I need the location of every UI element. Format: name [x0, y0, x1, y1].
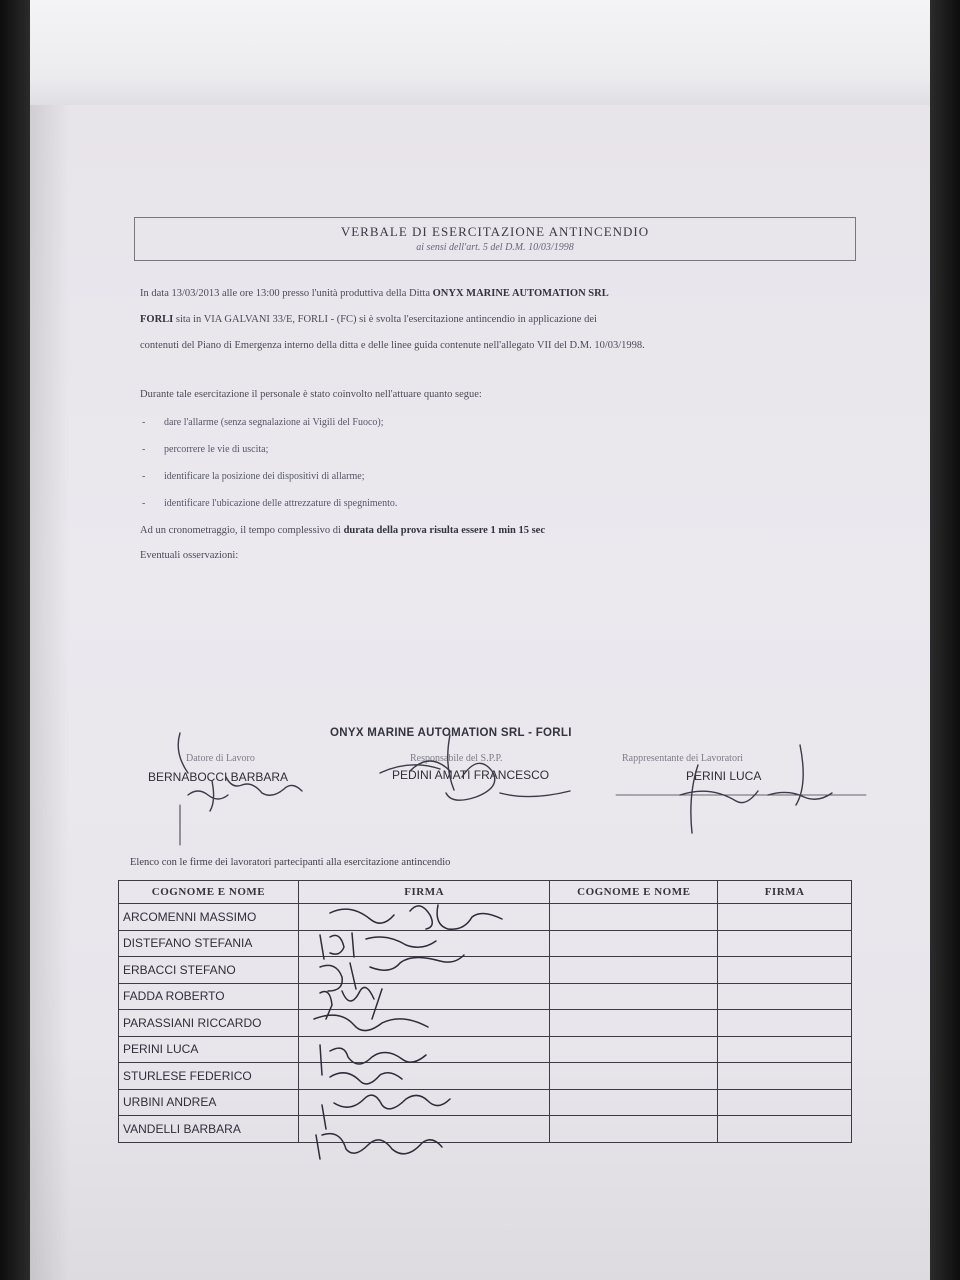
table-row: [119, 1116, 852, 1143]
intro-line-2: sita in VIA GALVANI 33/E, FORLI - (FC) si è svolta l'esercitazione antincendio in applicazione dei: [175, 314, 597, 325]
table-row: [119, 1089, 852, 1116]
column-header: COGNOME E NOME: [550, 881, 718, 904]
participant-name: URBINI ANDREA: [119, 1089, 299, 1116]
device-frame-left: [0, 0, 30, 1280]
column-header: FIRMA: [298, 881, 550, 904]
signature-cell: [298, 957, 550, 984]
participant-name: DISTEFANO STEFANIA: [119, 930, 299, 957]
document-page: [30, 105, 930, 1280]
table-row: [119, 957, 852, 984]
bullet-item: - dare l'allarme (senza segnalazione ai Vigili del Fuoco);: [142, 417, 384, 428]
signature-cell: [298, 1036, 550, 1063]
participant-name: ARCOMENNI MASSIMO: [119, 904, 299, 931]
intro-city: FORLI: [140, 314, 174, 325]
signatory-role: Datore di Lavoro: [186, 753, 255, 764]
signature-cell: [298, 1089, 550, 1116]
participants-caption: Elenco con le firme dei lavoratori partecipanti alla esercitazione antincendio: [130, 857, 451, 868]
signature-cell: [298, 1116, 550, 1143]
table-row: [119, 1036, 852, 1063]
bullet-item: - identificare la posizione dei dispositivi di allarme;: [142, 471, 365, 482]
during-text: Durante tale esercitazione il personale è stato coinvolto nell'attuare quanto segue:: [140, 389, 482, 400]
timing-duration: durata della prova risulta essere 1 min 15 sec: [343, 525, 545, 536]
intro-line-1: In data 13/03/2013 alle ore 13:00 presso l'unità produttiva della Ditta: [140, 288, 430, 299]
signature-cell: [298, 904, 550, 931]
bullet-item: - identificare l'ubicazione delle attrezzature di spegnimento.: [142, 498, 398, 509]
signatory-name: BERNABOCCI BARBARA: [148, 770, 289, 784]
signatory-role: Rappresentante dei Lavoratori: [622, 753, 744, 764]
intro-paragraph: [140, 281, 850, 359]
signature-cell: [298, 1010, 550, 1037]
column-header: FIRMA: [718, 881, 852, 904]
document-title: VERBALE DI ESERCITAZIONE ANTINCENDIO: [340, 224, 650, 239]
participant-name: ERBACCI STEFANO: [119, 957, 299, 984]
table-row: [119, 1063, 852, 1090]
table-row: [119, 983, 852, 1010]
bullet-item: - percorrere le vie di uscita;: [142, 444, 269, 455]
timing-text: Ad un cronometraggio, il tempo complessivo di durata della prova risulta essere 1 min 15 sec: [140, 525, 545, 536]
intro-company: ONYX MARINE AUTOMATION SRL: [432, 288, 609, 299]
participant-name: FADDA ROBERTO: [119, 983, 299, 1010]
participant-name: PARASSIANI RICCARDO: [119, 1010, 299, 1037]
title-box: [134, 217, 856, 261]
document-subtitle: ai sensi dell'art. 5 del D.M. 10/03/1998: [416, 242, 574, 253]
light-glare: [30, 0, 930, 110]
table-header-row: [119, 881, 852, 904]
signatory-name: PEDINI AMATI FRANCESCO: [392, 768, 550, 782]
participant-name: VANDELLI BARBARA: [119, 1116, 299, 1143]
signature-cell: [298, 1063, 550, 1090]
company-footer: ONYX MARINE AUTOMATION SRL - FORLI: [330, 727, 572, 739]
table-row: [119, 930, 852, 957]
participant-name: STURLESE FEDERICO: [119, 1063, 299, 1090]
intro-line-3: contenuti del Piano di Emergenza interno della ditta e delle linee guida contenute nell'allegato VII del D.M. 10/03/1998.: [140, 340, 645, 351]
table-row: [119, 904, 852, 931]
observations-label: Eventuali osservazioni:: [140, 550, 239, 561]
participants-table: [118, 880, 852, 1143]
signature-cell: [298, 983, 550, 1010]
column-header: COGNOME E NOME: [119, 881, 299, 904]
table-row: [119, 1010, 852, 1037]
signatory-role: Responsabile del S.P.P.: [410, 753, 503, 764]
signatory-name: PERINI LUCA: [686, 769, 762, 783]
participant-name: PERINI LUCA: [119, 1036, 299, 1063]
signature-cell: [298, 930, 550, 957]
device-frame-right: [930, 0, 960, 1280]
